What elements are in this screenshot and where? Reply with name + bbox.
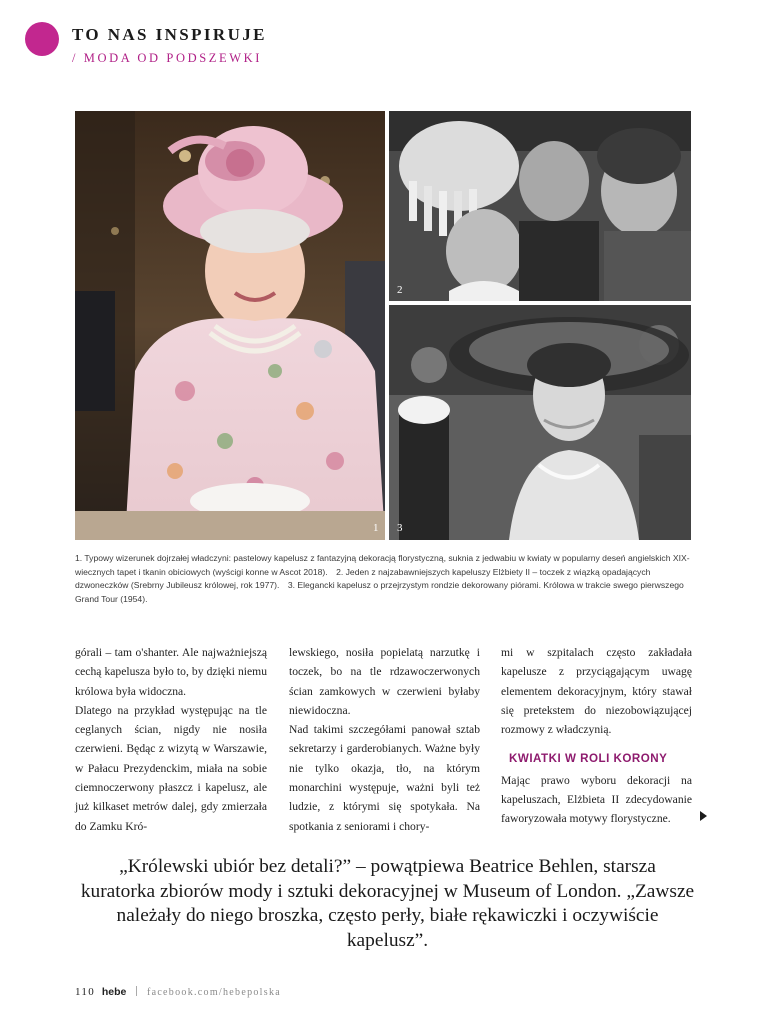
paragraph: Nad takimi szczegółami panował sztab sekretarzy i garderobianych. Ważne były nie tylko okazja, tło, na którym monarchini występuje, ważni byli też ludzie, z którymi się spotykała. Na spotkania z seniorami i chory- bbox=[289, 723, 480, 833]
photo-queen-pink-hat bbox=[75, 111, 385, 540]
caption-item-1: 1. Typowy wizerunek dojrzałej władczyni: pastelowy kapelusz z fantazyjną dekoracją florystyczną, suknia z jedwabiu w kwiaty w popularny deseń angielskich XIX-wiecznych tapet i tkanin obiciowych (wyścigi konne w Ascot 2018). bbox=[75, 553, 690, 577]
section-subtitle: / MODA OD PODSZEWKI bbox=[72, 51, 263, 65]
article-column-1 bbox=[75, 643, 267, 836]
article-column-3 bbox=[501, 643, 692, 829]
continue-arrow-icon bbox=[700, 811, 707, 821]
section-title: TO NAS INSPIRUJE bbox=[72, 25, 267, 44]
caption-item-2: 2. Jeden z najzabawniejszych kapeluszy Elżbiety II – toczek z wiązką opadających dzwoneczków (Srebrny Jubileusz królowej, rok 1977). bbox=[75, 566, 651, 591]
photo-queen-brim-hat-1954 bbox=[389, 305, 691, 540]
paragraph: Mając prawo wyboru dekoracji na kapeluszach, Elżbieta II zdecydowanie faworyzowała motywy florystyczne. bbox=[501, 773, 692, 826]
caption-item-3: 3. Elegancki kapelusz o przejrzystym rondzie dekorowany piórami. Królowa w trakcie swego pierwszego Grand Tour (1954). bbox=[75, 580, 684, 605]
paragraph: górali – tam o'shanter. Ale najważniejszą cechą kapelusza było to, by dzięki niemu królowa była widoczna. bbox=[75, 646, 267, 698]
paragraph: mi w szpitalach często zakładała kapelusze z przyciągającym uwagę elementem dekoracyjnym, który stawał się pretekstem do niezobowiązującej rozmowy z władczynią. bbox=[501, 646, 692, 737]
paragraph: Dlatego na przykład występując na tle ceglanych ścian, nigdy nie nosiła czerwieni. Będąc z wizytą w Warszawie, w Pałacu Prezydenckim, miała na sobie ciemnoczerwony płaszcz i kapelusz, ale już kilkaset metrów dalej, gdy zmierzała do Zamku Kró- bbox=[75, 703, 267, 833]
facebook-link[interactable]: facebook.com/hebepolska bbox=[146, 987, 281, 998]
footer-divider bbox=[136, 986, 137, 996]
photo-number-2: 2 bbox=[397, 284, 403, 296]
page-number: 110 bbox=[75, 986, 95, 998]
photo-caption bbox=[75, 552, 691, 607]
paragraph: lewskiego, nosiła popielatą narzutkę i toczek, bo na tle rdzawoczerwonych ścian zamkowych w czerwieni byłaby niewidoczna. bbox=[289, 646, 480, 717]
page-footer bbox=[75, 986, 281, 998]
article-column-2 bbox=[289, 643, 480, 836]
pull-quote: „Królewski ubiór bez detali?” – powątpiewa Beatrice Behlen, starsza kuratorka zbiorów mody i sztuki dekoracyjnej w Museum of London. „Zawsze należały do niego broszka, często perły, białe rękawiczki i oczywiście kapelusz”. bbox=[80, 856, 695, 951]
photo-queen-bell-hat-1977 bbox=[389, 111, 691, 301]
brand-logo: hebe bbox=[101, 986, 127, 998]
section-dot-marker bbox=[25, 22, 59, 56]
section-subheading: KWIATKI W ROLI KORONY bbox=[509, 752, 668, 766]
photo-number-1: 1 bbox=[373, 522, 379, 534]
photo-number-3: 3 bbox=[397, 522, 403, 534]
